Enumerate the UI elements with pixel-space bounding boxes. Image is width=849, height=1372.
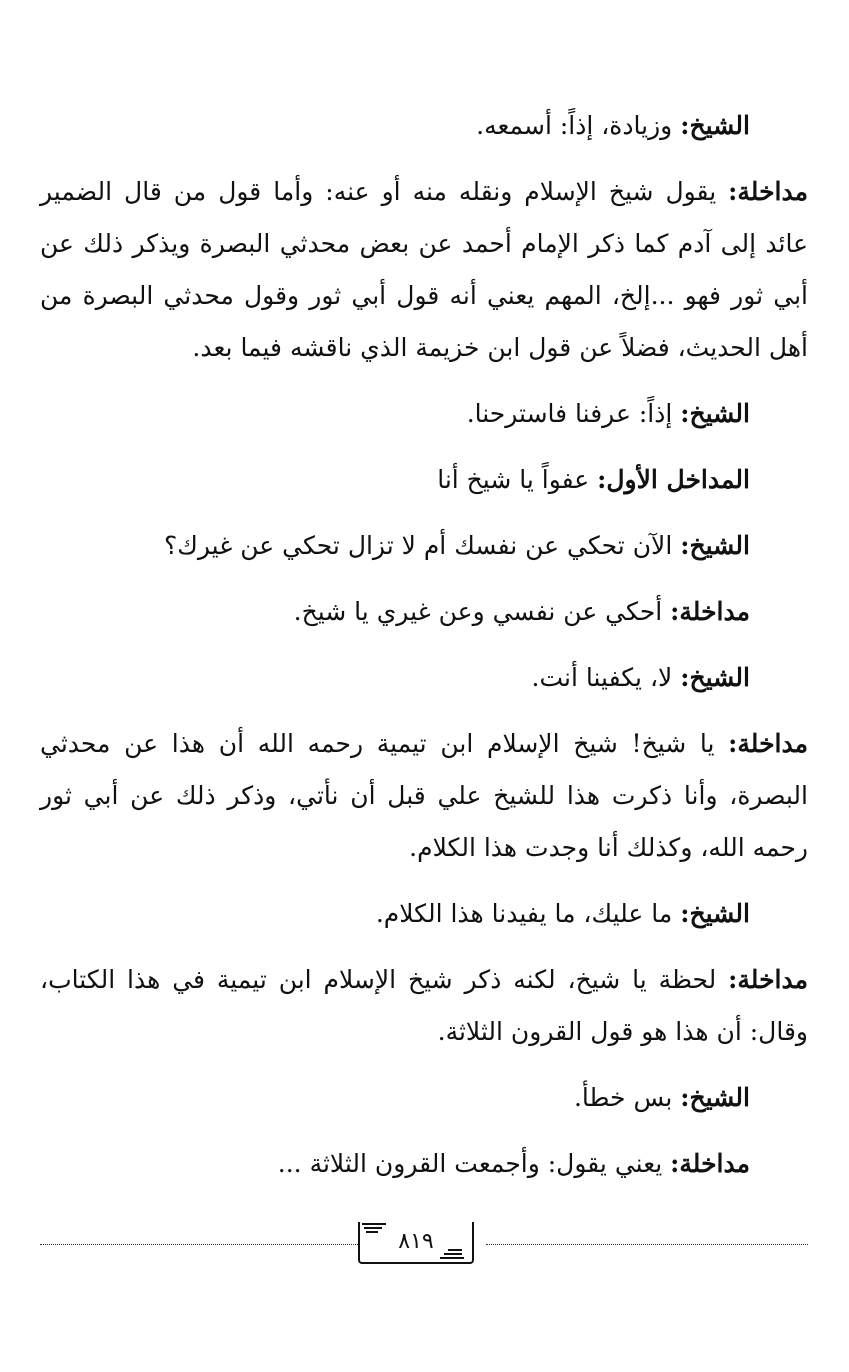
speaker-label: الشيخ: (680, 899, 750, 928)
paragraph (40, 718, 808, 874)
speaker-label: مداخلة: (670, 597, 750, 626)
page-body (40, 100, 808, 1204)
paragraph (40, 1138, 808, 1190)
paragraph-text: يا شيخ! شيخ الإسلام ابن تيمية رحمه الله أن هذا عن محدثي البصرة، وأنا ذكرت هذا للشيخ علي قبل أن نأتي، وذكر ذلك عن أبي ثور رحمه الله، وكذلك أنا وجدت هذا الكلام. (40, 729, 808, 862)
paragraph (40, 652, 808, 704)
paragraph-text: بس خطأ. (573, 1083, 681, 1112)
paragraph (40, 888, 808, 940)
paragraph-text: وزيادة، إذاً: أسمعه. (476, 111, 681, 140)
paragraph (40, 388, 808, 440)
footer-rule-left (40, 1244, 360, 1245)
paragraph-text: عفواً يا شيخ أنا (437, 465, 598, 494)
paragraph-text: يقول شيخ الإسلام ونقله منه أو عنه: وأما قول من قال الضمير عائد إلى آدم كما ذكر الإمام أحمد عن بعض محدثي البصرة ويذكر ذلك عن أبي ثور فهو ...إلخ، المهم يعني أنه قول أبي ثور وقول محدثي البصرة من أهل الحديث، فضلاً عن قول ابن خزيمة الذي ناقشه فيما بعد. (40, 177, 808, 362)
paragraph (40, 454, 808, 506)
ornament-icon (440, 1248, 464, 1260)
page-number: ٨١٩ (398, 1229, 434, 1254)
paragraph-text: إذاً: عرفنا فاسترحنا. (466, 399, 681, 428)
paragraph-text: أحكي عن نفسي وعن غيري يا شيخ. (293, 597, 671, 626)
paragraph-text: لحظة يا شيخ، لكنه ذكر شيخ الإسلام ابن تيمية في هذا الكتاب، وقال: أن هذا هو قول القرون الثلاثة. (40, 965, 808, 1046)
speaker-label: المداخل الأول: (597, 465, 750, 494)
paragraph (40, 520, 808, 572)
ornament-icon (362, 1222, 386, 1234)
paragraph (40, 166, 808, 374)
paragraph (40, 954, 808, 1058)
paragraph (40, 100, 808, 152)
page-footer (40, 1218, 808, 1268)
speaker-label: مداخلة: (728, 729, 808, 758)
paragraph-text: ما عليك، ما يفيدنا هذا الكلام. (375, 899, 681, 928)
paragraph (40, 1072, 808, 1124)
paragraph-text: لا، يكفينا أنت. (531, 663, 681, 692)
speaker-label: مداخلة: (670, 1149, 750, 1178)
paragraph-text: يعني يقول: وأجمعت القرون الثلاثة ... (277, 1149, 671, 1178)
speaker-label: الشيخ: (680, 111, 750, 140)
paragraph-text: الآن تحكي عن نفسك أم لا تزال تحكي عن غيرك؟ (164, 531, 681, 560)
speaker-label: الشيخ: (680, 1083, 750, 1112)
speaker-label: الشيخ: (680, 531, 750, 560)
speaker-label: الشيخ: (680, 663, 750, 692)
paragraph (40, 586, 808, 638)
footer-rule-right (486, 1244, 808, 1245)
speaker-label: الشيخ: (680, 399, 750, 428)
speaker-label: مداخلة: (728, 965, 808, 994)
speaker-label: مداخلة: (728, 177, 808, 206)
